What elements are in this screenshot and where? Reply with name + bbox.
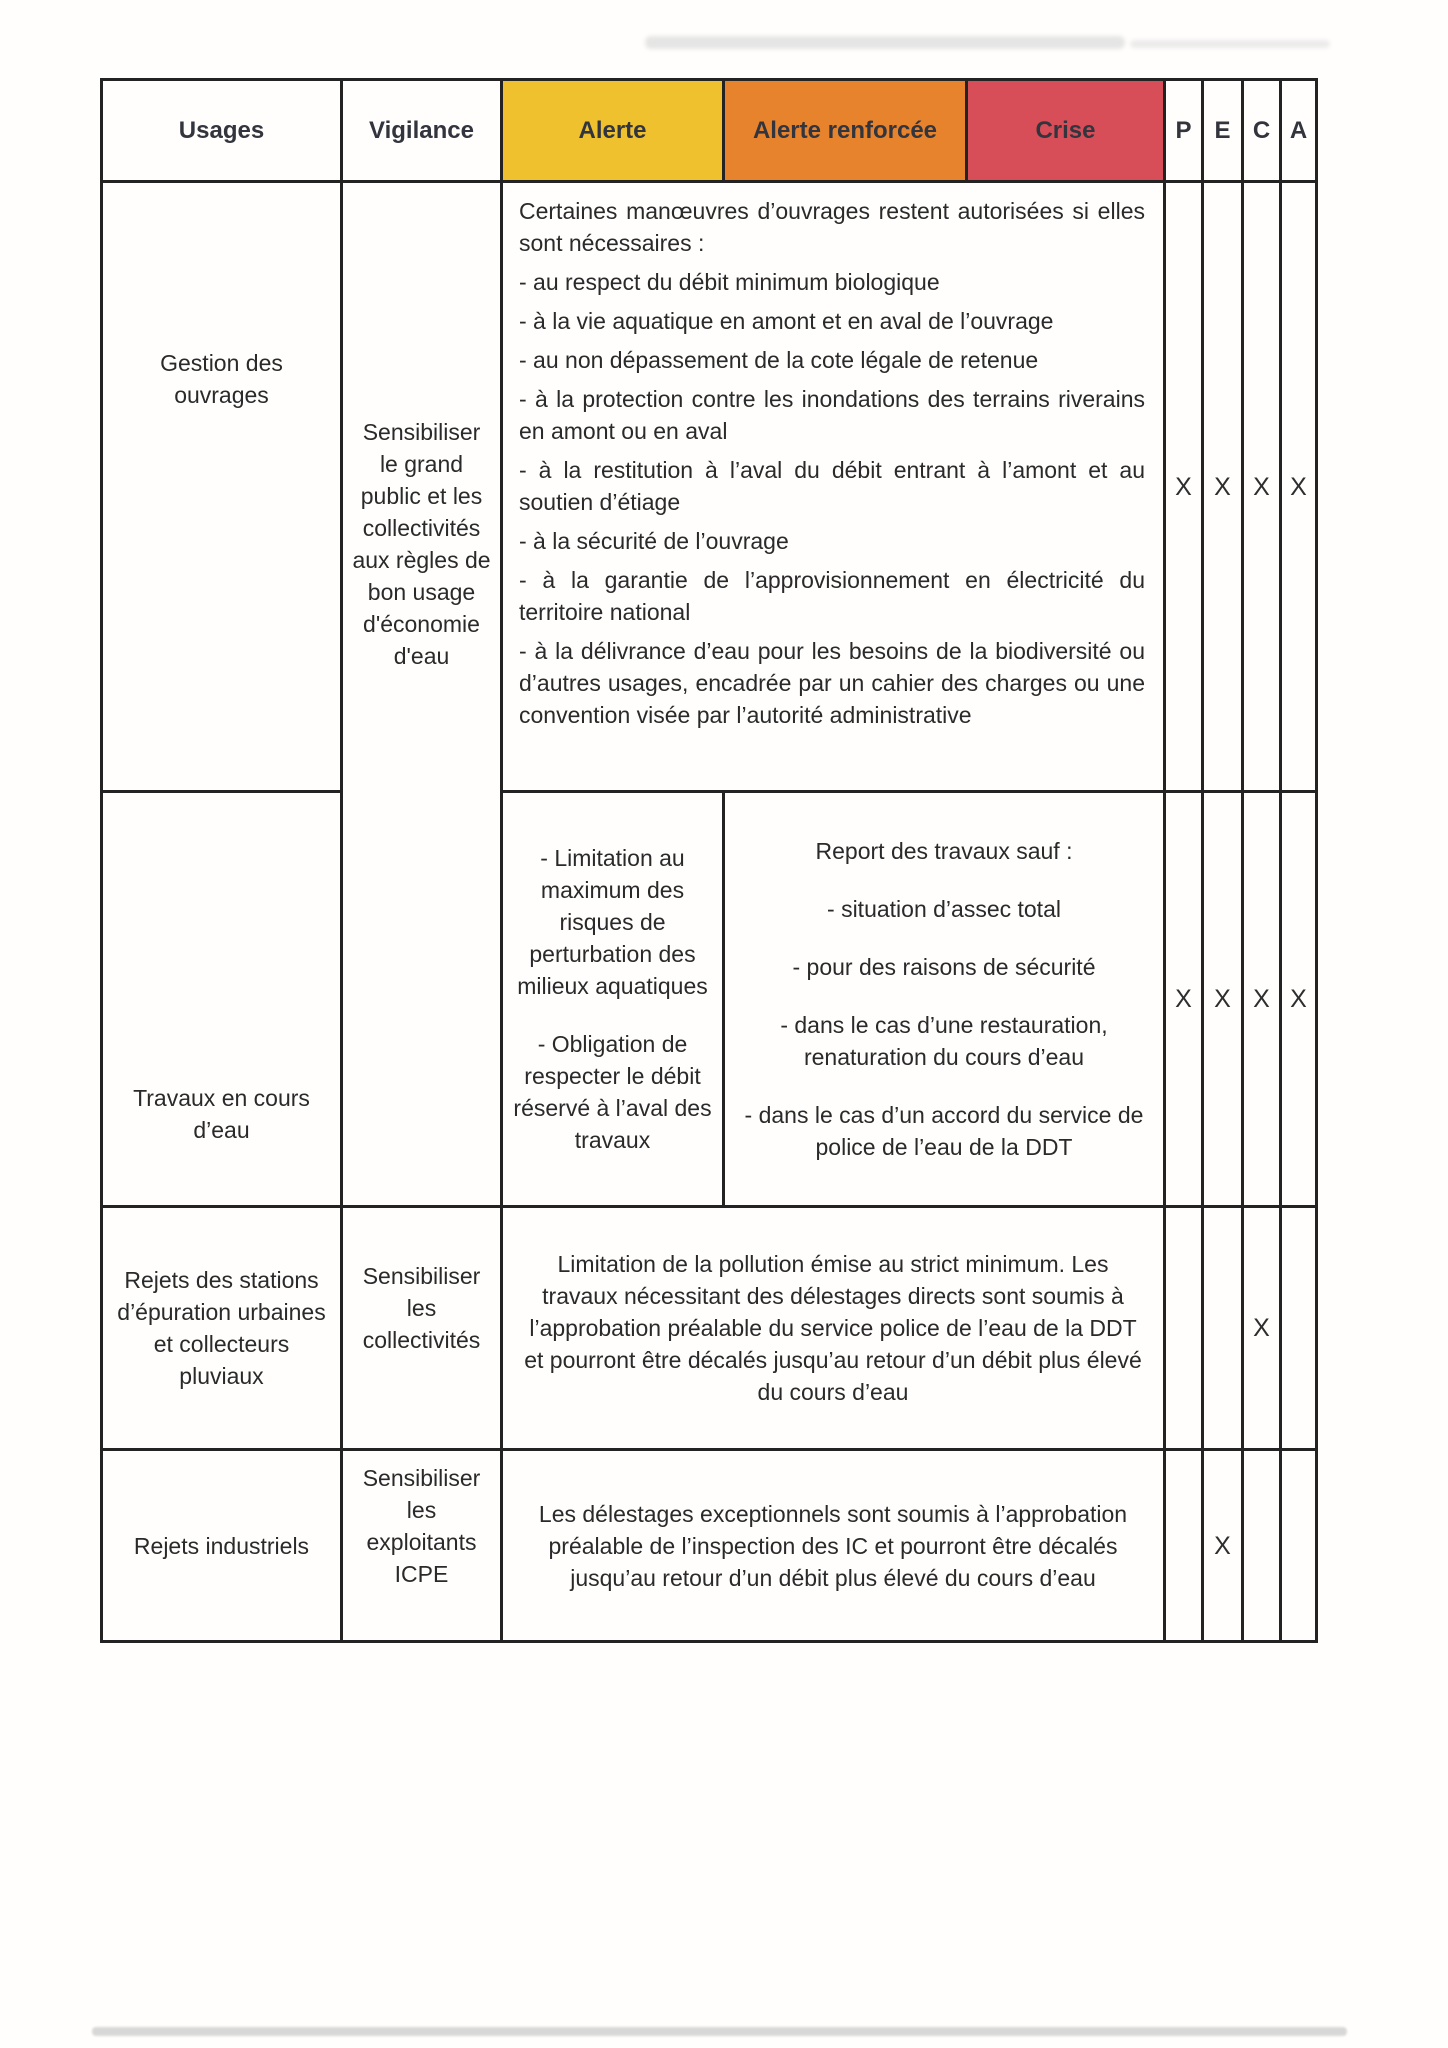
vigilance-rejets-industriels: Sensibiliser les exploitants ICPE — [343, 1451, 503, 1643]
measure-bullet: - à la délivrance d’eau pour les besoins de la biodiversité ou d’autres usages, encadrée par un cahier des charges ou une convention visée par l’autorité administrative — [519, 638, 1145, 728]
report-travaux — [725, 793, 1166, 1208]
scan-artifact-top — [645, 36, 1125, 49]
mark-gestion-c: X — [1244, 183, 1282, 793]
header-cell-vigilance: Vigilance — [343, 81, 503, 183]
measures-rejets-industriels: Les délestages exceptionnels sont soumis à l’approbation préalable de l’inspection des IC et pourront être décalés jusqu’au retour d’un débit plus élevé du cours d’eau — [503, 1451, 1166, 1643]
mark-travaux-c: X — [1244, 793, 1282, 1208]
mark-rejets-industriels-a — [1282, 1451, 1318, 1643]
measure-bullet: - à la restitution à l’aval du débit entrant à l’amont et au soutien d’étiage — [519, 457, 1145, 515]
header-cell-alerte: Alerte — [503, 81, 725, 183]
report-travaux-item: - dans le cas d’un accord du service de police de l’eau de la DDT — [744, 1102, 1144, 1160]
vigilance-gestion-travaux: Sensibiliser le grand public et les collectivités aux règles de bon usage d'économie d'eau — [343, 183, 503, 1208]
measure-bullet: - à la garantie de l’approvisionnement en électricité du territoire national — [519, 567, 1145, 625]
measure-bullet: - au respect du débit minimum biologique — [519, 269, 940, 295]
usage-label-rejets-stations: Rejets des stations d’épuration urbaines et collecteurs pluviaux — [103, 1208, 343, 1451]
header-cell-crise: Crise — [968, 81, 1166, 183]
mark-gestion-a: X — [1282, 183, 1318, 793]
mark-rejets-stations-p — [1166, 1208, 1204, 1451]
mark-rejets-stations-c: X — [1244, 1208, 1282, 1451]
mark-rejets-stations-a — [1282, 1208, 1318, 1451]
mark-rejets-industriels-c — [1244, 1451, 1282, 1643]
report-travaux-item: - dans le cas d’une restauration, renaturation du cours d’eau — [780, 1012, 1108, 1070]
usage-label-travaux: Travaux en cours d’eau — [103, 793, 343, 1208]
report-travaux-item: - pour des raisons de sécurité — [792, 954, 1096, 980]
measure-bullet: - à la protection contre les inondations des terrains riverains en amont ou en aval — [519, 386, 1145, 444]
mark-rejets-stations-e — [1204, 1208, 1244, 1451]
mark-rejets-industriels-e: X — [1204, 1451, 1244, 1643]
scan-artifact-bottom — [92, 2027, 1347, 2036]
header-cell-a: A — [1282, 81, 1318, 183]
mark-travaux-e: X — [1204, 793, 1244, 1208]
mark-travaux-a: X — [1282, 793, 1318, 1208]
header-cell-usages: Usages — [103, 81, 343, 183]
alerte-travaux — [503, 793, 725, 1208]
measures-rejets-stations: Limitation de la pollution émise au strict minimum. Les travaux nécessitant des délestages directs sont soumis à l’approbation préalable du service police de l’eau de la DDT et pourront être décalés jusqu’au retour d’un débit plus élevé du cours d’eau — [503, 1208, 1166, 1451]
header-cell-alerte-renforcee: Alerte renforcée — [725, 81, 968, 183]
scan-artifact-top-right — [1130, 40, 1330, 48]
water-restrictions-table — [100, 78, 1318, 1643]
header-cell-p: P — [1166, 81, 1204, 183]
alerte-travaux-item: - Limitation au maximum des risques de perturbation des milieux aquatiques — [517, 845, 708, 999]
alerte-travaux-item: - Obligation de respecter le débit réservé à l’aval des travaux — [513, 1031, 712, 1153]
measures-gestion-ouvrages — [503, 183, 1166, 793]
measure-bullet: - au non dépassement de la cote légale de retenue — [519, 347, 1039, 373]
report-travaux-item: - situation d’assec total — [827, 896, 1061, 922]
mark-travaux-p: X — [1166, 793, 1204, 1208]
vigilance-rejets-stations: Sensibiliser les collectivités — [343, 1208, 503, 1451]
report-travaux-item: Report des travaux sauf : — [815, 838, 1073, 864]
usage-label-gestion-ouvrages: Gestion des ouvrages — [103, 183, 343, 793]
mark-gestion-p: X — [1166, 183, 1204, 793]
measures-intro: Certaines manœuvres d’ouvrages restent autorisées si elles sont nécessaires : — [519, 198, 1145, 256]
usage-label-rejets-industriels: Rejets industriels — [103, 1451, 343, 1643]
mark-gestion-e: X — [1204, 183, 1244, 793]
header-cell-e: E — [1204, 81, 1244, 183]
header-cell-c: C — [1244, 81, 1282, 183]
measure-bullet: - à la vie aquatique en amont et en aval de l’ouvrage — [519, 308, 1054, 334]
mark-rejets-industriels-p — [1166, 1451, 1204, 1643]
measure-bullet: - à la sécurité de l’ouvrage — [519, 528, 789, 554]
